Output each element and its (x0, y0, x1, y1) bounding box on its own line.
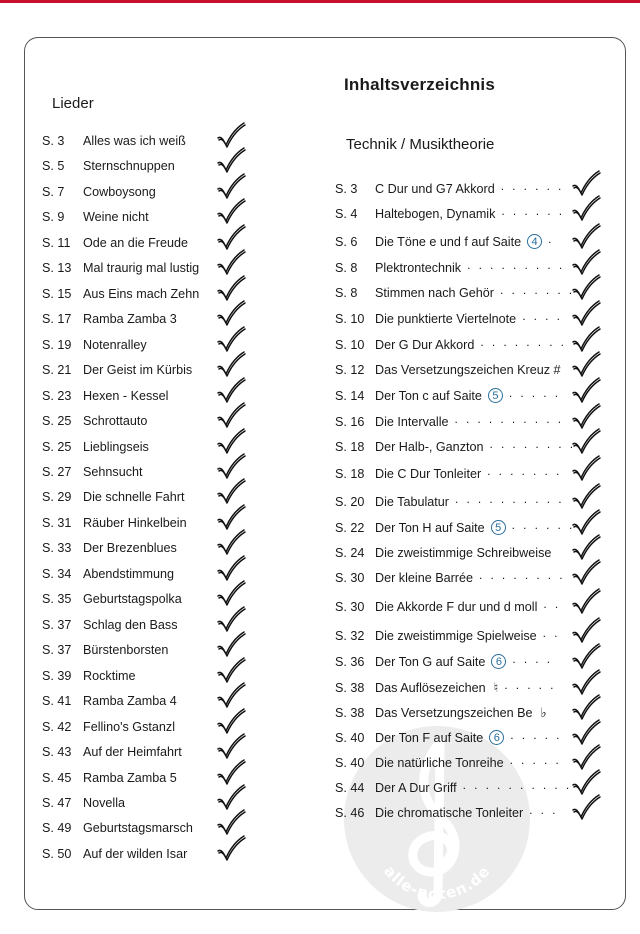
checkmark-icon (216, 504, 246, 532)
toc-entry (42, 841, 252, 866)
entry-title: C Dur und G7 Akkord (375, 181, 495, 196)
string-number-badge: 4 (527, 234, 542, 249)
entry-title: Weine nicht (83, 209, 149, 224)
page-number: S. 34 (42, 566, 72, 581)
leader-dots: . . . . . . (511, 518, 575, 532)
entry-title: Der Ton H auf Saite (375, 520, 485, 535)
entry-title: Cowboysong (83, 184, 156, 199)
entry-title: Notenralley (83, 337, 147, 352)
page-number: S. 32 (335, 628, 365, 643)
page-number: S. 43 (42, 744, 72, 759)
checkmark-icon (571, 403, 601, 431)
accidental-symbol: ♭ (540, 704, 547, 720)
page-number: S. 42 (42, 719, 72, 734)
leader-dots: . (548, 232, 554, 246)
page-number: S. 41 (42, 693, 72, 708)
checkmark-icon (571, 794, 601, 822)
page-number: S. 8 (335, 285, 358, 300)
entry-title: Novella (83, 795, 125, 810)
checkmark-icon (216, 784, 246, 812)
entry-title: Alles was ich weiß (83, 133, 186, 148)
entry-title: Sehnsucht (83, 464, 143, 479)
checkmark-icon (216, 733, 246, 761)
page-number: S. 46 (335, 805, 365, 820)
checkmark-icon (216, 351, 246, 379)
checkmark-icon (571, 455, 601, 483)
page-number: S. 29 (42, 489, 72, 504)
page-number: S. 12 (335, 362, 365, 377)
page-number: S. 8 (335, 260, 358, 275)
entry-title: Geburtstagspolka (83, 591, 182, 606)
page-number: S. 25 (42, 439, 72, 454)
entry-title: Geburtstagsmarsch (83, 820, 193, 835)
entry-title: Schrottauto (83, 413, 148, 428)
entry-title: Ramba Zamba 5 (83, 770, 177, 785)
page-number: S. 27 (42, 464, 72, 479)
entry-title: Die chromatische Tonleiter (375, 805, 524, 820)
checkmark-icon (216, 122, 246, 150)
checkmark-icon (571, 326, 601, 354)
leader-dots: . . (543, 597, 561, 611)
entry-title: Haltebogen, Dynamik (375, 206, 496, 221)
checkmark-icon (216, 326, 246, 354)
page-number: S. 16 (335, 414, 365, 429)
entry-title: Stimmen nach Gehör (375, 285, 494, 300)
page-number: S. 9 (42, 209, 65, 224)
checkmark-icon (571, 769, 601, 797)
entry-title: Der Ton G auf Saite (375, 654, 486, 669)
watermark-text: alle-noten.de (380, 862, 494, 904)
checkmark-icon (571, 195, 601, 223)
entry-title: Die C Dur Tonleiter (375, 466, 482, 481)
entry-title: Die zweistimmige Schreibweise (375, 545, 552, 560)
checkmark-icon (216, 224, 246, 252)
checkmark-icon (216, 300, 246, 328)
entry-title: Räuber Hinkelbein (83, 515, 187, 530)
entry-title: Das Auflösezeichen (375, 680, 486, 695)
page-number: S. 31 (42, 515, 72, 530)
page-number: S. 11 (42, 235, 71, 250)
lieder-heading: Lieder (52, 95, 94, 112)
entry-title: Schlag den Bass (83, 617, 178, 632)
entry-title: Rocktime (83, 668, 136, 683)
checkmark-icon (216, 809, 246, 837)
checkmark-icon (571, 351, 601, 379)
entry-title: Das Versetzungszeichen Be (375, 705, 533, 720)
page-number: S. 6 (335, 234, 358, 249)
checkmark-icon (571, 669, 601, 697)
entry-title: Lieblingseis (83, 439, 149, 454)
entry-title: Bürstenborsten (83, 642, 169, 657)
entry-title: Hexen - Kessel (83, 388, 169, 403)
leader-dots: . . . . . . . . . . (454, 412, 564, 426)
page-number: S. 3 (335, 181, 358, 196)
page-number: S. 20 (335, 494, 365, 509)
checkmark-icon (216, 580, 246, 608)
leader-dots: . . . . . . . . . . (462, 778, 572, 792)
checkmark-icon (216, 657, 246, 685)
page-number: S. 10 (335, 311, 365, 326)
page-number: S. 45 (42, 770, 72, 785)
leader-dots: . . . . (512, 652, 553, 666)
entry-title: Die Töne e und f auf Saite (375, 234, 522, 249)
entry-title: Das Versetzungszeichen Kreuz # (375, 362, 561, 377)
checkmark-icon (571, 617, 601, 645)
leader-dots: . . . . . . . . . . (454, 492, 564, 506)
checkmark-icon (216, 173, 246, 201)
checkmark-icon (216, 275, 246, 303)
checkmark-icon (216, 555, 246, 583)
checkmark-icon (571, 559, 601, 587)
leader-dots: . . . . . . (501, 204, 565, 218)
page-number: S. 50 (42, 846, 72, 861)
page-number: S. 37 (42, 642, 72, 657)
page-number: S. 17 (42, 311, 72, 326)
checkmark-icon (216, 759, 246, 787)
page-number: S. 7 (42, 184, 65, 199)
page-number: S. 33 (42, 540, 72, 555)
leader-dots: . . . (529, 803, 558, 817)
checkmark-icon (216, 198, 246, 226)
checkmark-icon (216, 147, 246, 175)
entry-title: Die zweistimmige Spielweise (375, 628, 537, 643)
checkmark-icon (216, 606, 246, 634)
leader-dots: . . . . . (504, 678, 556, 692)
page-number: S. 37 (42, 617, 72, 632)
leader-dots: . . . . . . (500, 179, 564, 193)
checkmark-icon (216, 631, 246, 659)
page-number: S. 47 (42, 795, 72, 810)
page-number: S. 19 (42, 337, 72, 352)
entry-title: Fellino's Gstanzl (83, 719, 175, 734)
page-number: S. 5 (42, 158, 65, 173)
entry-title: Der Geist im Kürbis (83, 362, 193, 377)
entry-title: Ramba Zamba 3 (83, 311, 177, 326)
accidental-symbol: ♮ (493, 679, 499, 695)
string-number-badge: 6 (491, 654, 506, 669)
entry-title: Der Ton c auf Saite (375, 388, 482, 403)
checkmark-icon (571, 694, 601, 722)
entry-title: Sternschnuppen (83, 158, 175, 173)
checkmark-icon (571, 509, 601, 537)
entry-title: Die Akkorde F dur und d moll (375, 599, 538, 614)
leader-dots: . . . . . . . (500, 283, 575, 297)
checkmark-icon (571, 377, 601, 405)
checkmark-icon (571, 534, 601, 562)
checkmark-icon (571, 483, 601, 511)
page-number: S. 35 (42, 591, 72, 606)
checkmark-icon (571, 274, 601, 302)
checkmark-icon (216, 478, 246, 506)
leader-dots: . . . . . . . . (480, 335, 567, 349)
checkmark-icon (216, 708, 246, 736)
page-number: S. 30 (335, 599, 365, 614)
page-number: S. 30 (335, 570, 365, 585)
string-number-badge: 6 (489, 730, 504, 745)
page-number: S. 22 (335, 520, 365, 535)
entry-title: Der A Dur Griff (375, 780, 457, 795)
page-number: S. 40 (335, 730, 365, 745)
checkmark-icon (571, 744, 601, 772)
technik-heading: Technik / Musiktheorie (346, 136, 495, 153)
entry-title: Die natürliche Tonreihe (375, 755, 504, 770)
page-title: Inhaltsverzeichnis (344, 75, 495, 94)
entry-title: Die Tabulatur (375, 494, 449, 509)
checkmark-icon (571, 249, 601, 277)
page-number: S. 44 (335, 780, 365, 795)
entry-title: Ode an die Freude (83, 235, 189, 250)
leader-dots: . . . . . (510, 728, 562, 742)
page-number: S. 18 (335, 439, 365, 454)
leader-dots: . . . . (522, 309, 563, 323)
leader-dots: . . . . . (509, 753, 562, 767)
checkmark-icon (571, 170, 601, 198)
leader-dots: . . . . . . . (487, 464, 562, 478)
page-number: S. 36 (335, 654, 365, 669)
checkmark-icon (216, 249, 246, 277)
checkmark-icon (571, 223, 601, 251)
checkmark-icon (216, 835, 246, 863)
page-number: S. 13 (42, 260, 72, 275)
page-number: S. 40 (335, 755, 365, 770)
entry-title: Plektrontechnik (375, 260, 462, 275)
page-number: S. 15 (42, 286, 72, 301)
checkmark-icon (571, 428, 601, 456)
string-number-badge: 5 (491, 520, 506, 535)
checkmark-icon (571, 719, 601, 747)
leader-dots: . . . . . (508, 386, 561, 400)
entry-title: Der Ton F auf Saite (375, 730, 484, 745)
leader-dots: . . . . . . . . (489, 437, 576, 451)
page-number: S. 4 (335, 206, 358, 221)
entry-title: Die Intervalle (375, 414, 449, 429)
page-number: S. 23 (42, 388, 72, 403)
page-number: S. 25 (42, 413, 72, 428)
page-number: S. 3 (42, 133, 65, 148)
entry-title: Der G Dur Akkord (375, 337, 475, 352)
toc-entry (335, 565, 615, 590)
leader-dots: . . (542, 626, 560, 640)
entry-title: Mal traurig mal lustig (83, 260, 200, 275)
checkmark-icon (571, 588, 601, 616)
leader-dots: . . . . . . . . (479, 568, 566, 582)
checkmark-icon (571, 643, 601, 671)
checkmark-icon (216, 428, 246, 456)
page-number: S. 38 (335, 680, 365, 695)
top-accent-bar (0, 0, 640, 3)
page-number: S. 10 (335, 337, 365, 352)
entry-title: Der Brezenblues (83, 540, 177, 555)
page-number: S. 49 (42, 820, 72, 835)
checkmark-icon (571, 300, 601, 328)
page-number: S. 39 (42, 668, 72, 683)
entry-title: Aus Eins mach Zehn (83, 286, 200, 301)
page-number: S. 24 (335, 545, 365, 560)
checkmark-icon (216, 682, 246, 710)
leader-dots: . . . . . . . . . (467, 258, 565, 272)
entry-title: Die punktierte Viertelnote (375, 311, 517, 326)
entry-title: Abendstimmung (83, 566, 175, 581)
entry-title: Auf der wilden Isar (83, 846, 188, 861)
checkmark-icon (216, 377, 246, 405)
checkmark-icon (216, 529, 246, 557)
string-number-badge: 5 (488, 388, 503, 403)
checkmark-icon (216, 402, 246, 430)
entry-title: Ramba Zamba 4 (83, 693, 177, 708)
page-number: S. 21 (42, 362, 72, 377)
entry-title: Auf der Heimfahrt (83, 744, 182, 759)
page-number: S. 38 (335, 705, 365, 720)
toc-entry (335, 594, 615, 619)
page-number: S. 18 (335, 466, 365, 481)
toc-entry (335, 800, 615, 825)
entry-title: Der kleine Barrée (375, 570, 473, 585)
entry-title: Die schnelle Fahrt (83, 489, 185, 504)
page-number: S. 14 (335, 388, 365, 403)
entry-title: Der Halb-, Ganzton (375, 439, 484, 454)
checkmark-icon (216, 453, 246, 481)
